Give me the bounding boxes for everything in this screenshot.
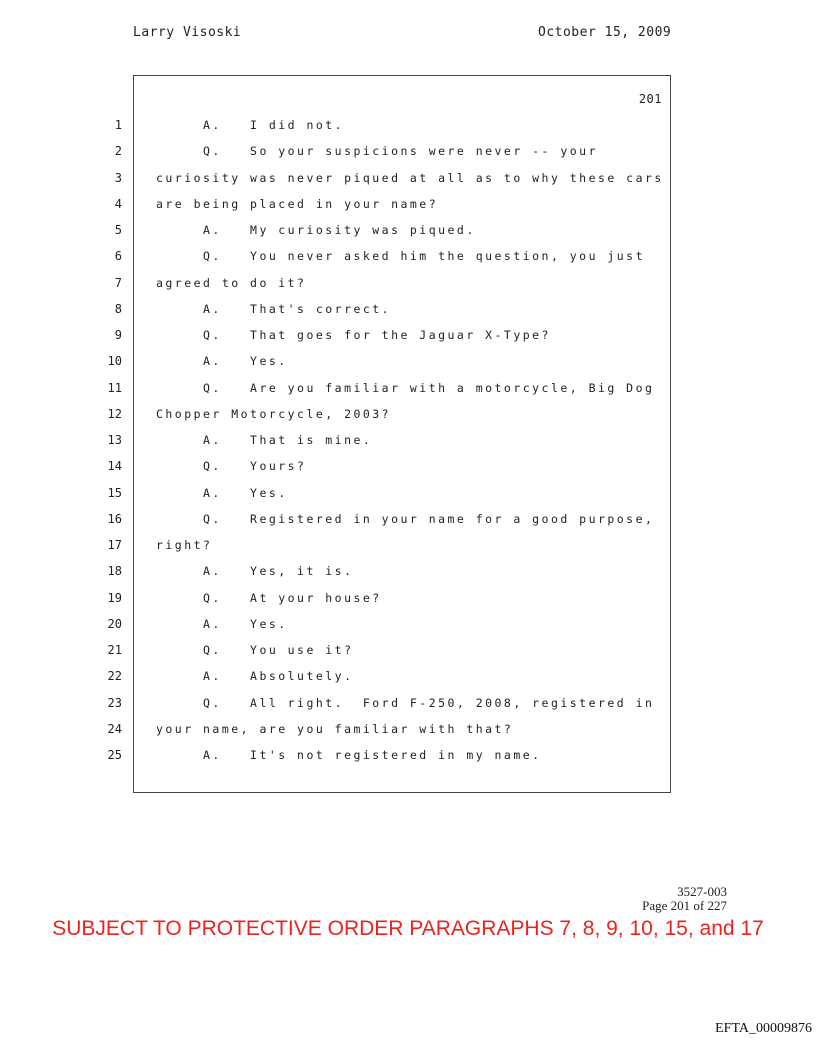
- transcript-line: A. That's correct.: [156, 302, 392, 316]
- line-number: 5: [114, 223, 122, 237]
- line-number: 11: [107, 381, 122, 395]
- bates-id: 3527-003: [677, 884, 727, 899]
- line-number: 8: [114, 302, 122, 316]
- efta-document-id: EFTA_00009876: [715, 1021, 812, 1036]
- transcript-line: A. Yes.: [156, 617, 288, 631]
- line-number: 25: [107, 748, 122, 762]
- transcript-line: your name, are you familiar with that?: [156, 722, 514, 736]
- transcript-line: Q. Registered in your name for a good purpose,: [156, 512, 655, 526]
- transcript-line: Q. You never asked him the question, you just: [156, 249, 645, 263]
- page-of-total: Page 201 of 227: [642, 898, 727, 913]
- line-number: 6: [114, 249, 122, 263]
- transcript-line: curiosity was never piqued at all as to why these cars: [156, 171, 664, 185]
- protective-order-notice: SUBJECT TO PROTECTIVE ORDER PARAGRAPHS 7, 8, 9, 10, 15, and 17: [52, 917, 764, 940]
- transcript-line: Q. Yours?: [156, 459, 307, 473]
- transcript-line: A. Absolutely.: [156, 669, 354, 683]
- transcript-line: Q. So your suspicions were never -- your: [156, 144, 598, 158]
- line-number: 9: [114, 328, 122, 342]
- line-number: 23: [107, 696, 122, 710]
- line-number: 14: [107, 459, 122, 473]
- line-number: 7: [114, 276, 122, 290]
- transcript-line: agreed to do it?: [156, 276, 307, 290]
- transcript-line: A. Yes, it is.: [156, 564, 354, 578]
- transcript-line: A. My curiosity was piqued.: [156, 223, 476, 237]
- deposition-date: October 15, 2009: [538, 25, 672, 40]
- line-number: 3: [114, 171, 122, 185]
- line-number: 17: [107, 538, 122, 552]
- transcript-line: A. I did not.: [156, 118, 345, 132]
- transcript-line: Q. That goes for the Jaguar X-Type?: [156, 328, 551, 342]
- transcript-line: Q. You use it?: [156, 643, 354, 657]
- line-number: 22: [107, 669, 122, 683]
- line-number: 13: [107, 433, 122, 447]
- line-number: 4: [114, 197, 122, 211]
- transcript-line: Q. All right. Ford F-250, 2008, registered in: [156, 696, 655, 710]
- line-number: 2: [114, 144, 122, 158]
- transcript-line: Chopper Motorcycle, 2003?: [156, 407, 392, 421]
- line-number: 12: [107, 407, 122, 421]
- line-number: 10: [107, 354, 122, 368]
- line-number: 24: [107, 722, 122, 736]
- line-number: 16: [107, 512, 122, 526]
- transcript-page-number: 201: [638, 92, 662, 106]
- line-number: 18: [107, 564, 122, 578]
- transcript-line: A. Yes.: [156, 486, 288, 500]
- line-number: 19: [107, 591, 122, 605]
- transcript-line: A. It's not registered in my name.: [156, 748, 542, 762]
- line-number: 21: [107, 643, 122, 657]
- transcript-line: right?: [156, 538, 213, 552]
- line-number: 15: [107, 486, 122, 500]
- line-number: 1: [114, 118, 122, 132]
- transcript-line: are being placed in your name?: [156, 197, 439, 211]
- deponent-name: Larry Visoski: [133, 25, 242, 40]
- transcript-line: A. That is mine.: [156, 433, 373, 447]
- line-number: 20: [107, 617, 122, 631]
- transcript-line: A. Yes.: [156, 354, 288, 368]
- transcript-line: Q. At your house?: [156, 591, 382, 605]
- transcript-line: Q. Are you familiar with a motorcycle, Big Dog: [156, 381, 655, 395]
